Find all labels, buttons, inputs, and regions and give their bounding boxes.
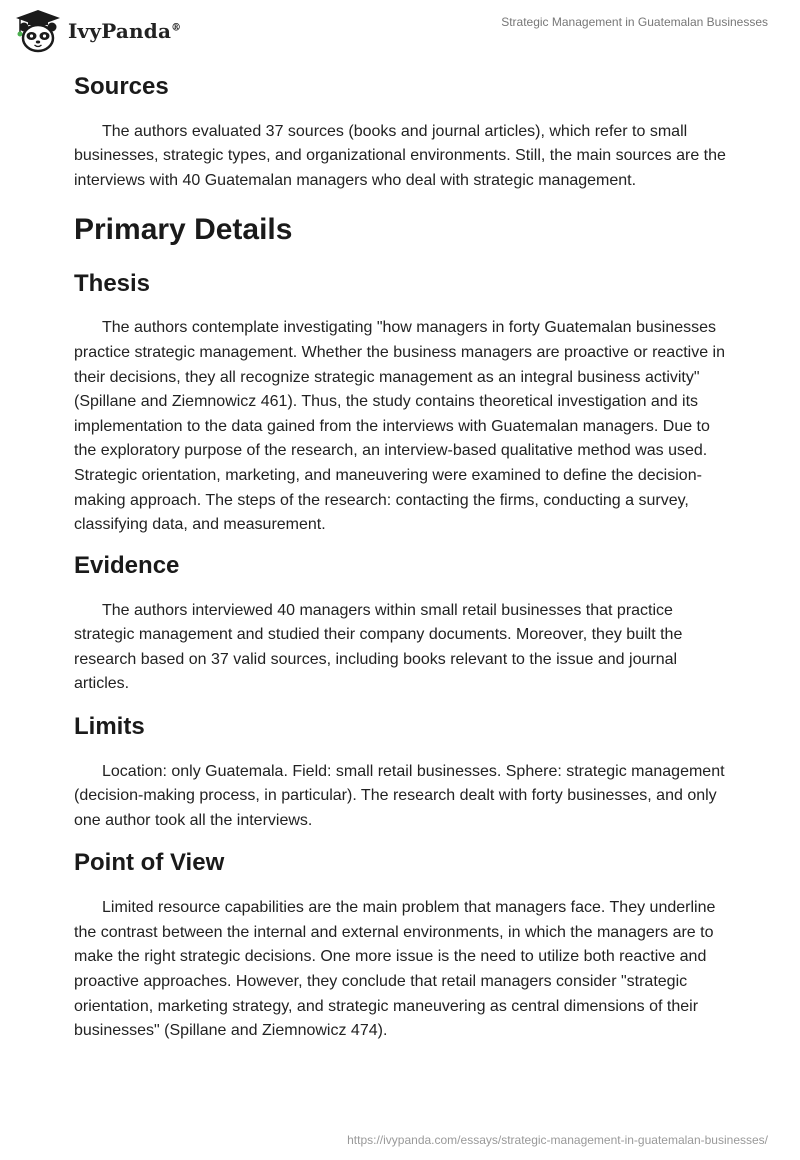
panda-icon [14,8,62,54]
heading-primary-details: Primary Details [74,212,293,246]
section-point-of-view [74,849,734,1043]
heading-point-of-view: Point of View [74,849,225,877]
paragraph-thesis: The authors contemplate investigating "how managers in forty Guatemalan businesses practice strategic management. Whether the business managers are proactive or reactive in their decisions, they all recognize strategic management as an integral business activity" (Spillane and Ziemnowicz 461). Thus, the study contains theoretical investigation and its implementation to the data gained from the interviews with Guatemalan managers. Due to the exploratory purpose of the research, an interview-based qualitative method was used. Strategic orientation, marketing, and maneuvering were examined to define the decision-making approach. The steps of the research: contacting the firms, conducting a survey, classifying data, and measurement. [74,319,725,534]
section-limits [74,713,734,834]
ivypanda-logo[interactable] [14,8,181,54]
paragraph-point-of-view: Limited resource capabilities are the main problem that managers face. They underline the contrast between the internal and external environments, in which the managers are to make the right strategic decisions. One more issue is the need to utilize both reactive and proactive approaches. However, they conclude that retail managers consider "strategic orientation, marketing strategy, and strategic maneuvering as central dimensions of their businesses" (Spillane and Ziemnowicz 474). [74,899,716,1040]
section-sources [74,73,734,194]
heading-evidence: Evidence [74,551,180,579]
paragraph-sources: The authors evaluated 37 sources (books and journal articles), which refer to small businesses, strategic types, and organizational environments. Still, the main sources are the interviews with 40 Guatemalan managers who deal with strategic management. [74,122,726,189]
page-header [0,0,800,60]
document-title: Strategic Management in Guatemalan Businesses [501,15,768,29]
section-evidence [74,552,734,697]
paragraph-limits: Location: only Guatemala. Field: small retail businesses. Sphere: strategic management (decision-making process, in particular). The research dealt with forty businesses, and only one author took all the interviews. [74,762,725,829]
heading-limits: Limits [74,712,145,740]
brand-name: IvyPanda® [68,19,182,43]
section-thesis [74,270,734,538]
essay-content [74,66,734,1044]
heading-thesis: Thesis [74,269,151,297]
source-url-link[interactable]: https://ivypanda.com/essays/strategic-management-in-guatemalan-businesses/ [347,1133,768,1147]
paragraph-evidence: The authors interviewed 40 managers within small retail businesses that practice strategic management and studied their company documents. Moreover, they built the research based on 37 valid sources, including books relevant to the issue and journal articles. [74,601,683,693]
heading-sources: Sources [74,73,169,100]
